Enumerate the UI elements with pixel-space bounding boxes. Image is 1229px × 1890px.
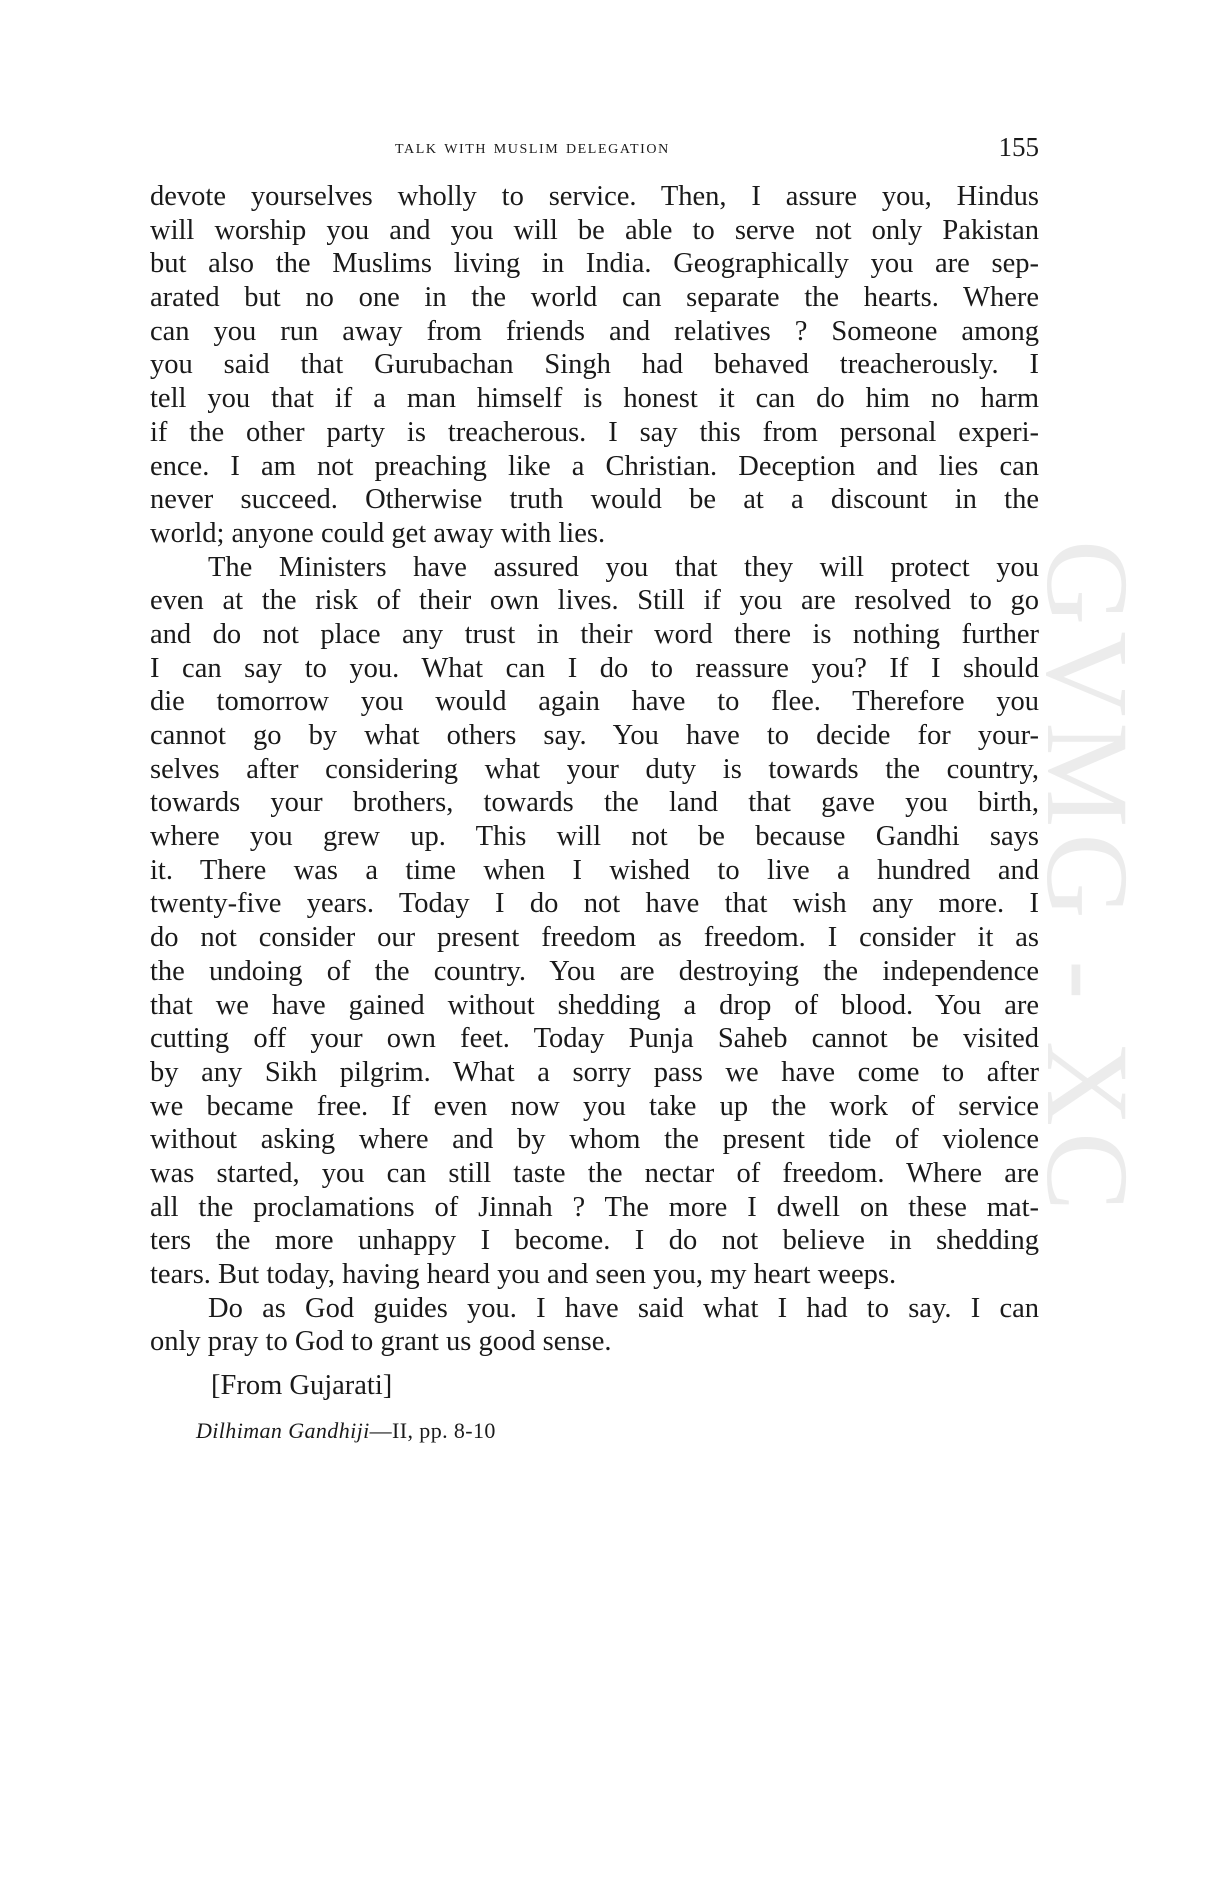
text-line: even at the risk of their own lives. Still if you are resolved to go xyxy=(150,585,1039,617)
text-line: The Ministers have assured you that they will protect you xyxy=(208,551,1039,583)
text-line: tears. But today, having heard you and seen you, my heart weeps. xyxy=(150,1259,897,1290)
text-line: all the proclamations of Jinnah ? The more I dwell on these mat- xyxy=(150,1191,1039,1223)
source-volume-pages: —II, pp. 8-10 xyxy=(369,1418,496,1443)
running-title: talk with muslim delegation xyxy=(395,136,670,158)
paragraph xyxy=(150,1292,1039,1359)
paragraph xyxy=(150,180,1039,551)
text-line: ence. I am not preaching like a Christian. Deception and lies can xyxy=(150,450,1039,482)
paragraph xyxy=(150,551,1039,1292)
text-line: towards your brothers, towards the land that gave you birth, xyxy=(150,787,1039,819)
body-text xyxy=(150,180,1039,1359)
text-line: you said that Gurubachan Singh had behaved treacherously. I xyxy=(150,349,1039,381)
text-line: without asking where and by whom the present tide of violence xyxy=(150,1124,1039,1156)
text-line: die tomorrow you would again have to flee. Therefore you xyxy=(150,686,1039,718)
text-line: it. There was a time when I wished to live a hundred and xyxy=(150,854,1039,886)
text-line: world; anyone could get away with lies. xyxy=(150,517,606,549)
text-line: devote yourselves wholly to service. Then, I assure you, Hindus xyxy=(150,181,1039,212)
text-line: the undoing of the country. You are destroying the independence xyxy=(150,955,1039,987)
text-line: if the other party is treacherous. I say this from personal experi- xyxy=(150,416,1039,448)
text-line: cannot go by what others say. You have to decide for your- xyxy=(150,720,1039,751)
text-line: and do not place any trust in their word there is nothing further xyxy=(150,618,1039,650)
text-line: Do as God guides you. I have said what I had to say. I can xyxy=(208,1292,1039,1324)
text-line: tell you that if a man himself is honest it can do him no harm xyxy=(150,383,1039,415)
text-line: ters the more unhappy I become. I do not believe in shedding xyxy=(150,1225,1039,1257)
text-line: selves after considering what your duty is towards the country, xyxy=(150,753,1039,785)
source-citation xyxy=(196,1418,496,1444)
text-line: arated but no one in the world can separate the hearts. Where xyxy=(150,282,1039,314)
text-line: by any Sikh pilgrim. What a sorry pass we have come to after xyxy=(150,1056,1039,1088)
text-line: I can say to you. What can I do to reassure you? If I should xyxy=(150,652,1039,684)
source-book-title: Dilhiman Gandhiji xyxy=(196,1418,370,1443)
watermark-text: GVMG - XC xyxy=(1022,540,1153,1217)
text-line: twenty-five years. Today I do not have that wish any more. I xyxy=(150,888,1039,920)
text-line: but also the Muslims living in India. Geographically you are sep- xyxy=(150,248,1039,280)
source-label: [From Gujarati] xyxy=(211,1370,393,1401)
text-line: that we have gained without shedding a drop of blood. You are xyxy=(150,989,1039,1021)
text-line: where you grew up. This will not be because Gandhi says xyxy=(150,821,1039,853)
text-line: was started, you can still taste the nectar of freedom. Where are xyxy=(150,1157,1039,1189)
text-line: never succeed. Otherwise truth would be at a discount in the xyxy=(150,484,1039,516)
text-line: do not consider our present freedom as freedom. I consider it as xyxy=(150,922,1039,954)
text-line: only pray to God to grant us good sense. xyxy=(150,1326,612,1358)
running-header xyxy=(150,132,1039,166)
text-line: can you run away from friends and relatives ? Someone among xyxy=(150,315,1039,347)
text-line: cutting off your own feet. Today Punja Saheb cannot be visited xyxy=(150,1023,1039,1055)
text-line: we became free. If even now you take up the work of service xyxy=(150,1090,1039,1122)
page-number: 155 xyxy=(998,132,1039,162)
text-line: will worship you and you will be able to serve not only Pakistan xyxy=(150,214,1039,246)
